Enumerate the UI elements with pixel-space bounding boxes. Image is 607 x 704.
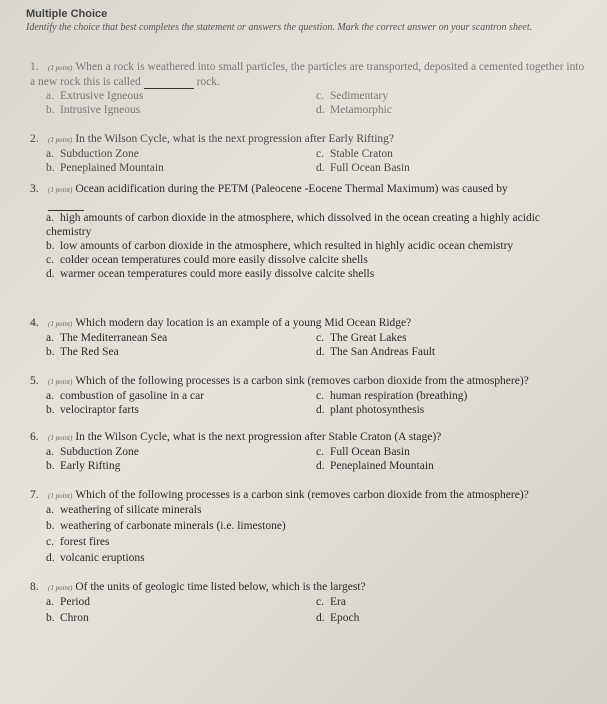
option-d[interactable]: d. warmer ocean temperatures could more easily dissolve calcite shells: [46, 268, 375, 280]
points-label: (1 point): [48, 136, 73, 144]
option-b[interactable]: b. Peneplained Mountain: [46, 162, 164, 174]
question-stem: Which of the following processes is a carbon sink (removes carbon dioxide from the atmosphere)?: [75, 489, 529, 501]
option-b[interactable]: b. The Red Sea: [46, 346, 119, 358]
question-1: [30, 60, 590, 117]
question-stem: Which of the following processes is a carbon sink (removes carbon dioxide from the atmosphere)?: [75, 375, 529, 387]
option-d[interactable]: d. Peneplained Mountain: [316, 460, 434, 472]
instructions: Identify the choice that best completes the statement or answers the question. Mark the correct answer on your scantron sheet.: [26, 22, 533, 33]
option-d[interactable]: d. Metamorphic: [316, 104, 392, 116]
question-5: [30, 374, 590, 417]
question-8: [30, 580, 590, 627]
question-number: 4.: [30, 317, 39, 329]
answer-blank: [48, 200, 84, 211]
options: [46, 595, 590, 627]
option-b[interactable]: b. weathering of carbonate minerals (i.e. limestone): [46, 520, 286, 532]
option-c[interactable]: c. Sedimentary: [316, 90, 389, 102]
option-a[interactable]: a. weathering of silicate minerals: [46, 504, 202, 516]
question-number: 2.: [30, 133, 39, 145]
question-stem: When a rock is weathered into small particles, the particles are transported, deposited a cemented together into a new rock this is called: [30, 61, 585, 88]
question-number: 3.: [30, 183, 39, 195]
options: [46, 445, 590, 473]
question-2: [30, 132, 590, 175]
question-number: 7.: [30, 489, 39, 501]
option-c[interactable]: c. human respiration (breathing): [316, 390, 468, 402]
option-a[interactable]: a. combustion of gasoline in a car: [46, 390, 205, 402]
question-6: [30, 430, 590, 473]
option-b[interactable]: b. velociraptor farts: [46, 404, 139, 416]
points-label: (1 point): [48, 186, 73, 194]
question-7: [30, 488, 590, 567]
question-number: 8.: [30, 581, 39, 593]
points-label: (1 point): [48, 378, 73, 386]
option-b[interactable]: b. low amounts of carbon dioxide in the atmosphere, which resulted in highly acidic ocean chemistry: [46, 240, 514, 252]
options: [46, 331, 590, 359]
section-title: Multiple Choice: [26, 8, 108, 20]
points-label: (1 point): [48, 434, 73, 442]
option-b[interactable]: b. Early Rifting: [46, 460, 121, 472]
options: [46, 503, 590, 567]
question-stem: Which modern day location is an example of a young Mid Ocean Ridge?: [75, 317, 412, 329]
options: [46, 147, 590, 175]
option-d[interactable]: d. volcanic eruptions: [46, 552, 145, 564]
option-a[interactable]: a. Subduction Zone: [46, 446, 139, 458]
option-c[interactable]: c. forest fires: [46, 536, 110, 548]
question-stem: In the Wilson Cycle, what is the next progression after Stable Craton (A stage)?: [75, 431, 442, 443]
option-c[interactable]: c. colder ocean temperatures could more easily dissolve calcite shells: [46, 254, 368, 266]
options: [46, 211, 590, 281]
option-c[interactable]: c. Era: [316, 596, 346, 608]
question-stem-end: rock.: [196, 76, 220, 88]
question-4: [30, 316, 590, 359]
points-label: (1 point): [48, 584, 73, 592]
question-3: [30, 182, 590, 281]
option-a[interactable]: a. Extrusive Igneous: [46, 90, 144, 102]
answer-blank: [144, 78, 194, 89]
question-number: 1.: [30, 61, 39, 73]
options: [46, 389, 590, 417]
option-d[interactable]: d. Epoch: [316, 612, 360, 624]
options: [46, 89, 590, 117]
option-d[interactable]: d. The San Andreas Fault: [316, 346, 436, 358]
question-stem: Of the units of geologic time listed below, which is the largest?: [75, 581, 366, 593]
option-a[interactable]: a. high amounts of carbon dioxide in the atmosphere, which dissolved in the ocean creating a highly acidic chemistry: [46, 212, 540, 238]
points-label: (1 point): [48, 64, 73, 72]
option-d[interactable]: d. Full Ocean Basin: [316, 162, 410, 174]
option-b[interactable]: b. Chron: [46, 612, 89, 624]
option-b[interactable]: b. Intrusive Igneous: [46, 104, 141, 116]
option-a[interactable]: a. Subduction Zone: [46, 148, 139, 160]
question-stem: Ocean acidification during the PETM (Paleocene -Eocene Thermal Maximum) was caused by: [75, 183, 508, 195]
option-c[interactable]: c. Full Ocean Basin: [316, 446, 410, 458]
option-c[interactable]: c. The Great Lakes: [316, 332, 407, 344]
question-stem: In the Wilson Cycle, what is the next progression after Early Rifting?: [75, 133, 395, 145]
option-a[interactable]: a. Period: [46, 596, 91, 608]
option-a[interactable]: a. The Mediterranean Sea: [46, 332, 168, 344]
points-label: (1 point): [48, 492, 73, 500]
question-number: 6.: [30, 431, 39, 443]
points-label: (1 point): [48, 320, 73, 328]
option-d[interactable]: d. plant photosynthesis: [316, 404, 425, 416]
question-number: 5.: [30, 375, 39, 387]
option-c[interactable]: c. Stable Craton: [316, 148, 393, 160]
